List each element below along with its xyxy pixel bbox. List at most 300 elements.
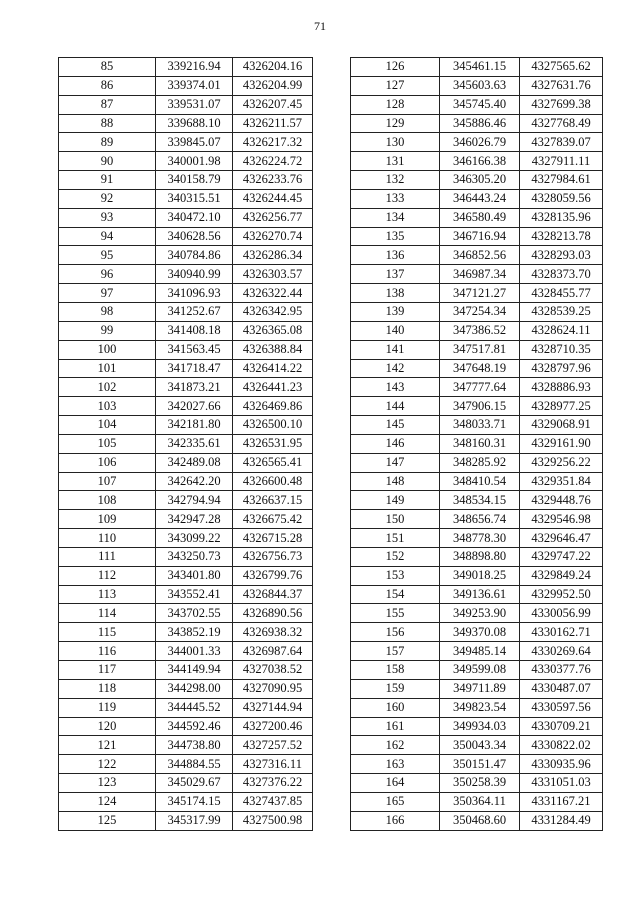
x-coordinate-cell: 349823.54 [440,698,520,717]
table-row [351,133,603,152]
x-coordinate-cell: 349018.25 [440,566,520,585]
point-number-cell: 103 [59,397,156,416]
x-coordinate-cell: 339216.94 [156,58,233,77]
y-coordinate-cell: 4329351.84 [520,472,603,491]
x-coordinate-cell: 348534.15 [440,491,520,510]
x-coordinate-cell: 341096.93 [156,284,233,303]
y-coordinate-cell: 4326565.41 [233,453,313,472]
point-number-cell: 137 [351,265,440,284]
table-row [59,604,313,623]
x-coordinate-cell: 344298.00 [156,679,233,698]
point-number-cell: 164 [351,774,440,793]
point-number-cell: 138 [351,284,440,303]
table-row [59,302,313,321]
point-number-cell: 118 [59,679,156,698]
table-row [59,453,313,472]
y-coordinate-cell: 4326365.08 [233,321,313,340]
x-coordinate-cell: 340472.10 [156,208,233,227]
x-coordinate-cell: 348033.71 [440,416,520,435]
y-coordinate-cell: 4327038.52 [233,661,313,680]
y-coordinate-cell: 4328977.25 [520,397,603,416]
table-row [59,736,313,755]
table-row [59,792,313,811]
point-number-cell: 165 [351,792,440,811]
table-row [59,529,313,548]
page-number: 71 [314,19,326,33]
table-row [59,661,313,680]
table-row [351,585,603,604]
point-number-cell: 110 [59,529,156,548]
y-coordinate-cell: 4327090.95 [233,679,313,698]
point-number-cell: 111 [59,547,156,566]
table-row [351,302,603,321]
x-coordinate-cell: 342794.94 [156,491,233,510]
y-coordinate-cell: 4329952.50 [520,585,603,604]
point-number-cell: 106 [59,453,156,472]
y-coordinate-cell: 4327839.07 [520,133,603,152]
table-row [59,416,313,435]
table-row [59,114,313,133]
x-coordinate-cell: 349370.08 [440,623,520,642]
table-row [351,811,603,830]
point-number-cell: 160 [351,698,440,717]
point-number-cell: 104 [59,416,156,435]
x-coordinate-cell: 343552.41 [156,585,233,604]
point-number-cell: 100 [59,340,156,359]
y-coordinate-cell: 4326388.84 [233,340,313,359]
y-coordinate-cell: 4326890.56 [233,604,313,623]
y-coordinate-cell: 4326938.32 [233,623,313,642]
y-coordinate-cell: 4328886.93 [520,378,603,397]
point-number-cell: 132 [351,171,440,190]
table-row [351,472,603,491]
table-row [351,453,603,472]
x-coordinate-cell: 341873.21 [156,378,233,397]
y-coordinate-cell: 4326637.15 [233,491,313,510]
table-row [59,227,313,246]
x-coordinate-cell: 343099.22 [156,529,233,548]
point-number-cell: 128 [351,95,440,114]
point-number-cell: 156 [351,623,440,642]
x-coordinate-cell: 348898.80 [440,547,520,566]
point-number-cell: 141 [351,340,440,359]
x-coordinate-cell: 344738.80 [156,736,233,755]
table-row [59,547,313,566]
point-number-cell: 163 [351,755,440,774]
table-row [59,340,313,359]
x-coordinate-cell: 349934.03 [440,717,520,736]
y-coordinate-cell: 4326270.74 [233,227,313,246]
table-row [351,321,603,340]
y-coordinate-cell: 4326500.10 [233,416,313,435]
table-row [351,359,603,378]
table-row [351,755,603,774]
y-coordinate-cell: 4327500.98 [233,811,313,830]
point-number-cell: 166 [351,811,440,830]
y-coordinate-cell: 4329448.76 [520,491,603,510]
table-row [351,529,603,548]
x-coordinate-cell: 339531.07 [156,95,233,114]
y-coordinate-cell: 4326844.37 [233,585,313,604]
point-number-cell: 87 [59,95,156,114]
x-coordinate-cell: 341563.45 [156,340,233,359]
y-coordinate-cell: 4329747.22 [520,547,603,566]
coordinates-table-left [58,57,313,831]
x-coordinate-cell: 345174.15 [156,792,233,811]
y-coordinate-cell: 4326414.22 [233,359,313,378]
coordinates-table-right [350,57,603,831]
table-row [59,171,313,190]
x-coordinate-cell: 345745.40 [440,95,520,114]
table-row [351,246,603,265]
y-coordinate-cell: 4326600.48 [233,472,313,491]
point-number-cell: 158 [351,661,440,680]
x-coordinate-cell: 345603.63 [440,76,520,95]
y-coordinate-cell: 4330269.64 [520,642,603,661]
table-row [59,284,313,303]
table-row [59,698,313,717]
point-number-cell: 86 [59,76,156,95]
x-coordinate-cell: 339688.10 [156,114,233,133]
y-coordinate-cell: 4327768.49 [520,114,603,133]
point-number-cell: 121 [59,736,156,755]
table-row [351,642,603,661]
y-coordinate-cell: 4326204.16 [233,58,313,77]
x-coordinate-cell: 350258.39 [440,774,520,793]
table-row [351,698,603,717]
table-row [59,755,313,774]
point-number-cell: 109 [59,510,156,529]
x-coordinate-cell: 344445.52 [156,698,233,717]
y-coordinate-cell: 4328293.03 [520,246,603,265]
y-coordinate-cell: 4331167.21 [520,792,603,811]
table-row [59,679,313,698]
point-number-cell: 116 [59,642,156,661]
x-coordinate-cell: 349485.14 [440,642,520,661]
x-coordinate-cell: 340001.98 [156,152,233,171]
point-number-cell: 136 [351,246,440,265]
y-coordinate-cell: 4327200.46 [233,717,313,736]
y-coordinate-cell: 4326217.32 [233,133,313,152]
table-row [59,811,313,830]
coordinates-table-left-body [59,58,313,831]
y-coordinate-cell: 4326987.64 [233,642,313,661]
point-number-cell: 155 [351,604,440,623]
x-coordinate-cell: 342947.28 [156,510,233,529]
point-number-cell: 90 [59,152,156,171]
x-coordinate-cell: 341408.18 [156,321,233,340]
y-coordinate-cell: 4326303.57 [233,265,313,284]
table-row [59,189,313,208]
table-row [351,416,603,435]
point-number-cell: 92 [59,189,156,208]
point-number-cell: 129 [351,114,440,133]
table-row [351,208,603,227]
point-number-cell: 88 [59,114,156,133]
y-coordinate-cell: 4329068.91 [520,416,603,435]
point-number-cell: 131 [351,152,440,171]
point-number-cell: 133 [351,189,440,208]
y-coordinate-cell: 4330709.21 [520,717,603,736]
x-coordinate-cell: 341252.67 [156,302,233,321]
x-coordinate-cell: 342181.80 [156,416,233,435]
point-number-cell: 151 [351,529,440,548]
point-number-cell: 159 [351,679,440,698]
x-coordinate-cell: 346987.34 [440,265,520,284]
x-coordinate-cell: 344149.94 [156,661,233,680]
x-coordinate-cell: 340784.86 [156,246,233,265]
point-number-cell: 126 [351,58,440,77]
x-coordinate-cell: 339845.07 [156,133,233,152]
point-number-cell: 122 [59,755,156,774]
point-number-cell: 114 [59,604,156,623]
point-number-cell: 98 [59,302,156,321]
point-number-cell: 161 [351,717,440,736]
y-coordinate-cell: 4327631.76 [520,76,603,95]
y-coordinate-cell: 4328059.56 [520,189,603,208]
y-coordinate-cell: 4326233.76 [233,171,313,190]
y-coordinate-cell: 4328797.96 [520,359,603,378]
table-row [351,152,603,171]
x-coordinate-cell: 342335.61 [156,434,233,453]
table-row [351,491,603,510]
y-coordinate-cell: 4326469.86 [233,397,313,416]
x-coordinate-cell: 347254.34 [440,302,520,321]
point-number-cell: 112 [59,566,156,585]
table-row [59,717,313,736]
point-number-cell: 107 [59,472,156,491]
y-coordinate-cell: 4330056.99 [520,604,603,623]
y-coordinate-cell: 4328539.25 [520,302,603,321]
table-row [59,378,313,397]
x-coordinate-cell: 350151.47 [440,755,520,774]
x-coordinate-cell: 350364.11 [440,792,520,811]
y-coordinate-cell: 4329849.24 [520,566,603,585]
table-row [59,265,313,284]
point-number-cell: 150 [351,510,440,529]
point-number-cell: 119 [59,698,156,717]
point-number-cell: 85 [59,58,156,77]
x-coordinate-cell: 344884.55 [156,755,233,774]
table-row [59,208,313,227]
point-number-cell: 117 [59,661,156,680]
point-number-cell: 91 [59,171,156,190]
y-coordinate-cell: 4326286.34 [233,246,313,265]
table-row [59,434,313,453]
x-coordinate-cell: 339374.01 [156,76,233,95]
point-number-cell: 148 [351,472,440,491]
y-coordinate-cell: 4331051.03 [520,774,603,793]
point-number-cell: 96 [59,265,156,284]
y-coordinate-cell: 4330597.56 [520,698,603,717]
y-coordinate-cell: 4328624.11 [520,321,603,340]
point-number-cell: 97 [59,284,156,303]
table-row [351,340,603,359]
y-coordinate-cell: 4328455.77 [520,284,603,303]
point-number-cell: 146 [351,434,440,453]
y-coordinate-cell: 4326799.76 [233,566,313,585]
y-coordinate-cell: 4327257.52 [233,736,313,755]
point-number-cell: 113 [59,585,156,604]
x-coordinate-cell: 342642.20 [156,472,233,491]
point-number-cell: 124 [59,792,156,811]
x-coordinate-cell: 346716.94 [440,227,520,246]
x-coordinate-cell: 347906.15 [440,397,520,416]
x-coordinate-cell: 347777.64 [440,378,520,397]
y-coordinate-cell: 4329646.47 [520,529,603,548]
point-number-cell: 142 [351,359,440,378]
table-row [59,510,313,529]
x-coordinate-cell: 340940.99 [156,265,233,284]
table-row [59,585,313,604]
table-row [351,95,603,114]
y-coordinate-cell: 4326531.95 [233,434,313,453]
y-coordinate-cell: 4326715.28 [233,529,313,548]
y-coordinate-cell: 4328135.96 [520,208,603,227]
table-row [59,397,313,416]
point-number-cell: 95 [59,246,156,265]
x-coordinate-cell: 346852.56 [440,246,520,265]
y-coordinate-cell: 4327565.62 [520,58,603,77]
y-coordinate-cell: 4328373.70 [520,265,603,284]
y-coordinate-cell: 4326207.45 [233,95,313,114]
point-number-cell: 105 [59,434,156,453]
y-coordinate-cell: 4331284.49 [520,811,603,830]
y-coordinate-cell: 4327984.61 [520,171,603,190]
x-coordinate-cell: 349599.08 [440,661,520,680]
y-coordinate-cell: 4326675.42 [233,510,313,529]
table-row [351,547,603,566]
table-row [59,472,313,491]
x-coordinate-cell: 340628.56 [156,227,233,246]
x-coordinate-cell: 346305.20 [440,171,520,190]
x-coordinate-cell: 346026.79 [440,133,520,152]
point-number-cell: 101 [59,359,156,378]
y-coordinate-cell: 4328710.35 [520,340,603,359]
point-number-cell: 108 [59,491,156,510]
table-row [351,171,603,190]
x-coordinate-cell: 348160.31 [440,434,520,453]
point-number-cell: 99 [59,321,156,340]
y-coordinate-cell: 4327437.85 [233,792,313,811]
y-coordinate-cell: 4326204.99 [233,76,313,95]
y-coordinate-cell: 4326256.77 [233,208,313,227]
x-coordinate-cell: 346443.24 [440,189,520,208]
x-coordinate-cell: 343401.80 [156,566,233,585]
x-coordinate-cell: 349711.89 [440,679,520,698]
y-coordinate-cell: 4326756.73 [233,547,313,566]
table-row [351,792,603,811]
table-row [351,679,603,698]
table-row [59,246,313,265]
y-coordinate-cell: 4326211.57 [233,114,313,133]
x-coordinate-cell: 349136.61 [440,585,520,604]
table-row [351,566,603,585]
x-coordinate-cell: 341718.47 [156,359,233,378]
x-coordinate-cell: 342489.08 [156,453,233,472]
x-coordinate-cell: 343852.19 [156,623,233,642]
x-coordinate-cell: 345317.99 [156,811,233,830]
table-row [351,623,603,642]
x-coordinate-cell: 347121.27 [440,284,520,303]
point-number-cell: 143 [351,378,440,397]
y-coordinate-cell: 4326342.95 [233,302,313,321]
point-number-cell: 130 [351,133,440,152]
coordinates-table-right-body [351,58,603,831]
x-coordinate-cell: 345886.46 [440,114,520,133]
x-coordinate-cell: 348285.92 [440,453,520,472]
table-row [351,510,603,529]
table-row [59,58,313,77]
point-number-cell: 153 [351,566,440,585]
y-coordinate-cell: 4329256.22 [520,453,603,472]
table-row [351,227,603,246]
table-row [59,491,313,510]
x-coordinate-cell: 350043.34 [440,736,520,755]
x-coordinate-cell: 345461.15 [440,58,520,77]
table-row [59,774,313,793]
x-coordinate-cell: 348410.54 [440,472,520,491]
table-row [351,774,603,793]
table-row [351,397,603,416]
point-number-cell: 89 [59,133,156,152]
table-row [351,661,603,680]
point-number-cell: 149 [351,491,440,510]
table-row [351,284,603,303]
point-number-cell: 134 [351,208,440,227]
table-row [351,189,603,208]
table-row [351,736,603,755]
y-coordinate-cell: 4326322.44 [233,284,313,303]
y-coordinate-cell: 4328213.78 [520,227,603,246]
table-row [59,359,313,378]
point-number-cell: 94 [59,227,156,246]
point-number-cell: 120 [59,717,156,736]
y-coordinate-cell: 4330162.71 [520,623,603,642]
point-number-cell: 123 [59,774,156,793]
point-number-cell: 157 [351,642,440,661]
table-row [59,566,313,585]
point-number-cell: 162 [351,736,440,755]
x-coordinate-cell: 346166.38 [440,152,520,171]
y-coordinate-cell: 4330377.76 [520,661,603,680]
y-coordinate-cell: 4326441.23 [233,378,313,397]
point-number-cell: 115 [59,623,156,642]
point-number-cell: 125 [59,811,156,830]
y-coordinate-cell: 4327316.11 [233,755,313,774]
point-number-cell: 127 [351,76,440,95]
y-coordinate-cell: 4327376.22 [233,774,313,793]
table-row [351,434,603,453]
table-row [59,152,313,171]
point-number-cell: 135 [351,227,440,246]
point-number-cell: 144 [351,397,440,416]
point-number-cell: 147 [351,453,440,472]
table-row [59,321,313,340]
point-number-cell: 139 [351,302,440,321]
x-coordinate-cell: 347517.81 [440,340,520,359]
y-coordinate-cell: 4327144.94 [233,698,313,717]
x-coordinate-cell: 344592.46 [156,717,233,736]
x-coordinate-cell: 347386.52 [440,321,520,340]
table-row [351,58,603,77]
x-coordinate-cell: 348778.30 [440,529,520,548]
x-coordinate-cell: 343702.55 [156,604,233,623]
point-number-cell: 154 [351,585,440,604]
point-number-cell: 140 [351,321,440,340]
y-coordinate-cell: 4330822.02 [520,736,603,755]
y-coordinate-cell: 4326224.72 [233,152,313,171]
